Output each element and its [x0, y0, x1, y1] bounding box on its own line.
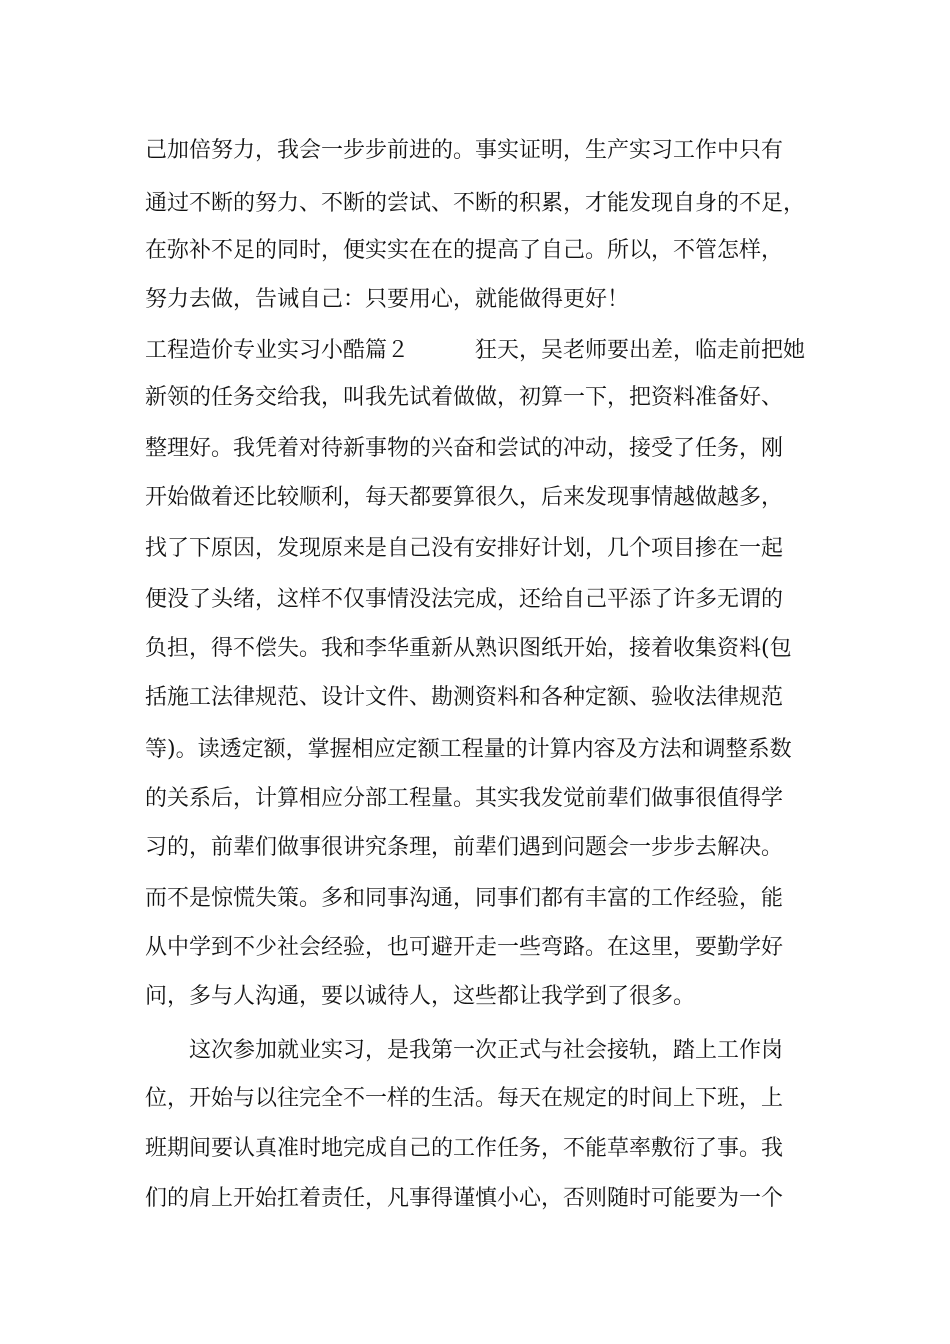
text-line: 负担，得不偿失。我和李华重新从熟识图纸开始，接着收集资料(包	[145, 636, 792, 661]
text-line: 等)。读透定额，掌握相应定额工程量的计算内容及方法和调整系数	[145, 737, 792, 762]
text-line: 问，多与人沟通，要以诚待人，这些都让我学到了很多。	[145, 984, 696, 1009]
text-line: 习的，前辈们做事很讲究条理，前辈们遇到问题会一步步去解决。	[145, 835, 784, 860]
text-line: 而不是惊慌失策。多和同事沟通，同事们都有丰富的工作经验，能	[145, 886, 784, 911]
text-line: 整理好。我凭着对待新事物的兴奋和尝试的冲动，接受了任务，刚	[145, 436, 784, 461]
text-line: 在弥补不足的同时，便实实在在的提高了自己。所以，不管怎样，	[145, 238, 784, 263]
text-line: 班期间要认真准时地完成自己的工作任务，不能草率敷衍了事。我	[145, 1136, 784, 1161]
text-line: 括施工法律规范、设计文件、勘测资料和各种定额、验收法律规范	[145, 685, 784, 710]
text-line: 工程造价专业实习小酷篇２ 狂天，吴老师要出差，临走前把她	[145, 338, 806, 363]
text-line: 找了下原因，发现原来是自己没有安排好计划，几个项目掺在一起	[145, 536, 784, 561]
text-line: 便没了头绪，这样不仅事情没法完成，还给自己平添了许多无谓的	[145, 587, 784, 612]
text-line: 的关系后，计算相应分部工程量。其实我发觉前辈们做事很值得学	[145, 786, 784, 811]
text-line: 努力去做，告诫自己：只要用心，就能做得更好！	[145, 287, 630, 312]
text-line: 通过不断的努力、不断的尝试、不断的积累，才能发现自身的不足，	[145, 191, 806, 216]
text-line: 位，开始与以往完全不一样的生活。每天在规定的时间上下班，上	[145, 1086, 784, 1111]
text-line: 从中学到不少社会经验，也可避开走一些弯路。在这里，要勤学好	[145, 935, 784, 960]
text-line: 新领的任务交给我，叫我先试着做做，初算一下，把资料准备好、	[145, 385, 784, 410]
text-line: 己加倍努力，我会一步步前进的。事实证明，生产实习工作中只有	[145, 138, 784, 163]
text-line: 们的肩上开始扛着责任，凡事得谨慎小心，否则随时可能要为一个	[145, 1186, 784, 1211]
text-line: 这次参加就业实习，是我第一次正式与社会接轨，踏上工作岗	[145, 1038, 784, 1063]
text-line: 开始做着还比较顺利，每天都要算很久，后来发现事情越做越多，	[145, 485, 784, 510]
